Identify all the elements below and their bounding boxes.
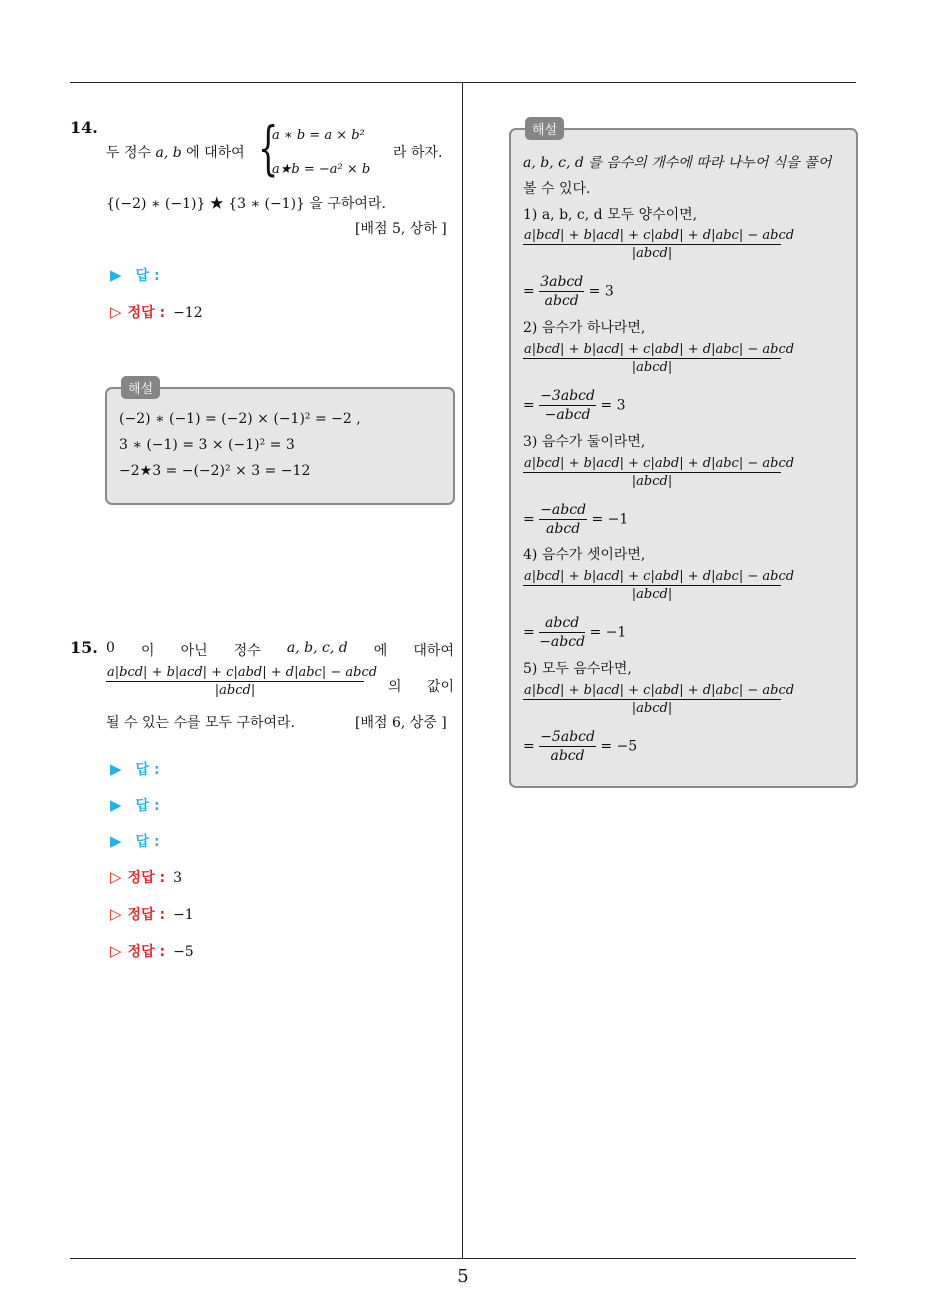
general-numerator: a|bcd| + b|acd| + c|abd| + d|abc| − abcd: [524, 456, 795, 471]
sol-case-3-label: 3) 음수가 둘이라면,: [523, 434, 646, 450]
q15-solution-box: [509, 128, 858, 788]
general-denominator: |abcd|: [631, 587, 673, 602]
eq-sign: =: [523, 397, 535, 414]
correct-label: 정답 :: [127, 305, 166, 321]
case-denominator: abcd: [550, 748, 585, 764]
q15-answer-row-1[interactable]: [110, 759, 160, 779]
q14-case-star-op: a ∗ b = a × b²: [272, 128, 365, 143]
sol-case-4-simplified: [523, 615, 626, 650]
q15-word-8: 의: [388, 679, 402, 695]
play-triangle-icon: ▶: [110, 796, 122, 814]
correct-label: 정답 :: [127, 907, 166, 923]
outline-triangle-icon: ▷: [110, 905, 122, 923]
q14-correct-row: [110, 302, 203, 322]
q15-answer-row-2[interactable]: [110, 795, 160, 815]
q15-frac-numerator: a|bcd| + b|acd| + c|abd| + d|abc| − abcd: [107, 665, 378, 680]
case-result: = 3: [588, 283, 614, 300]
q15-solution-tag: 해설: [525, 117, 564, 140]
sol-intro-1: a, b, c, d 를 음수의 개수에 따라 나누어 식을 풀어: [523, 155, 832, 171]
q15-word-7: 대하여: [413, 643, 454, 659]
general-numerator: a|bcd| + b|acd| + c|abd| + d|abc| − abcd: [524, 228, 795, 243]
q14-case-bigstar-op: a★b = −a² × b: [272, 162, 371, 177]
answer-label: 답 :: [135, 268, 160, 284]
left-brace: {: [258, 114, 279, 182]
outline-triangle-icon: ▷: [110, 303, 122, 321]
q15-frac-denominator: |abcd|: [214, 683, 256, 698]
page-number: 5: [457, 1266, 469, 1287]
case-result: = −1: [589, 624, 627, 641]
eq-sign: =: [523, 738, 535, 755]
general-denominator: |abcd|: [631, 246, 673, 261]
eq-sign: =: [523, 624, 535, 641]
general-denominator: |abcd|: [631, 360, 673, 375]
q15-correct-row-1: [110, 867, 182, 887]
q14-solution-line-1: (−2) ∗ (−1) = (−2) × (−1)² = −2 ,: [119, 411, 361, 427]
q14-operation-definition: [258, 114, 388, 188]
correct-value: −5: [173, 944, 194, 960]
answer-label: 답 :: [135, 798, 160, 814]
sol-case-1-general: [523, 228, 795, 261]
q14-score: [배점 5, 상하 ]: [355, 221, 447, 237]
play-triangle-icon: ▶: [110, 266, 122, 284]
q15-word-5: a, b, c, d: [286, 640, 348, 656]
correct-label: 정답 :: [127, 944, 166, 960]
q15-word-2: 이: [141, 643, 155, 659]
q14-instruction: 을 구하여라.: [309, 196, 386, 212]
correct-value: −12: [173, 305, 203, 321]
correct-value: −1: [173, 907, 194, 923]
top-rule: [70, 82, 856, 83]
case-numerator: −3abcd: [540, 388, 595, 404]
case-numerator: −abcd: [540, 502, 587, 518]
answer-label: 답 :: [135, 762, 160, 778]
q14-expression-line: [106, 193, 386, 213]
sol-case-5-general: [523, 683, 795, 716]
q14-solution-box: [105, 387, 455, 505]
sol-case-2-label: 2) 음수가 하나라면,: [523, 320, 646, 336]
question-14-intro: [106, 142, 245, 162]
general-denominator: |abcd|: [631, 474, 673, 489]
case-result: = 3: [600, 397, 626, 414]
q15-score: [배점 6, 상중 ]: [355, 715, 447, 731]
q14-intro-end: 라 하자.: [393, 145, 443, 161]
sol-case-1-label: 1) a, b, c, d 모두 양수이면,: [523, 207, 698, 223]
case-denominator: −abcd: [539, 634, 586, 650]
case-denominator: −abcd: [544, 407, 591, 423]
general-numerator: a|bcd| + b|acd| + c|abd| + d|abc| − abcd: [524, 683, 795, 698]
q14-expression: {(−2) ∗ (−1)} ★ {3 ∗ (−1)}: [106, 196, 305, 212]
outline-triangle-icon: ▷: [110, 942, 122, 960]
q15-fraction: [106, 665, 378, 698]
general-numerator: a|bcd| + b|acd| + c|abd| + d|abc| − abcd: [524, 569, 795, 584]
sol-case-1-simplified: [523, 274, 614, 309]
sol-case-4-general: [523, 569, 795, 602]
answer-label: 답 :: [135, 834, 160, 850]
sol-case-3-simplified: [523, 502, 628, 537]
eq-sign: =: [523, 283, 535, 300]
question-14-number: 14.: [70, 118, 98, 137]
case-numerator: abcd: [539, 615, 585, 633]
sol-case-5-simplified: [523, 729, 637, 764]
q14-intro-after: 에 대하여: [186, 145, 245, 161]
correct-value: 3: [173, 870, 182, 886]
case-numerator: 3abcd: [540, 274, 584, 290]
q14-solution-tag: 해설: [121, 376, 160, 399]
q15-instruction: 될 수 있는 수를 모두 구하여라.: [106, 715, 295, 731]
q15-correct-row-3: [110, 941, 194, 961]
eq-sign: =: [523, 511, 535, 528]
case-result: = −5: [600, 738, 638, 755]
q15-word-4: 정수: [233, 643, 261, 659]
q15-word-6: 에: [373, 643, 388, 659]
q15-line-1: [106, 640, 454, 660]
sol-case-3-general: [523, 456, 795, 489]
q14-solution-line-2: 3 ∗ (−1) = 3 × (−1)² = 3: [119, 437, 295, 453]
q14-solution-line-3: −2★3 = −(−2)² × 3 = −12: [119, 463, 311, 479]
q15-word-9: 값이: [426, 679, 454, 695]
case-numerator: −5abcd: [540, 729, 595, 745]
q14-intro-vars: a, b: [155, 145, 182, 161]
sol-intro-2: 볼 수 있다.: [523, 181, 591, 197]
q15-word-1: 0: [106, 640, 115, 656]
case-denominator: abcd: [544, 293, 579, 309]
q15-answer-row-3[interactable]: [110, 831, 160, 851]
sol-case-2-simplified: [523, 388, 625, 423]
column-divider: [462, 83, 463, 1258]
sol-case-5-label: 5) 모두 음수라면,: [523, 661, 632, 677]
q15-line-2-end: [388, 676, 454, 696]
q15-correct-row-2: [110, 904, 194, 924]
correct-label: 정답 :: [127, 870, 166, 886]
bottom-rule: [70, 1258, 856, 1259]
outline-triangle-icon: ▷: [110, 868, 122, 886]
case-result: = −1: [591, 511, 629, 528]
general-denominator: |abcd|: [631, 701, 673, 716]
play-triangle-icon: ▶: [110, 760, 122, 778]
case-denominator: abcd: [546, 521, 581, 537]
sol-case-2-general: [523, 342, 795, 375]
q15-word-3: 아닌: [180, 643, 208, 659]
q14-intro-before: 두 정수: [106, 145, 152, 161]
question-15-number: 15.: [70, 638, 98, 657]
q14-answer-row[interactable]: [110, 265, 160, 285]
general-numerator: a|bcd| + b|acd| + c|abd| + d|abc| − abcd: [524, 342, 795, 357]
play-triangle-icon: ▶: [110, 832, 122, 850]
sol-case-4-label: 4) 음수가 셋이라면,: [523, 547, 646, 563]
